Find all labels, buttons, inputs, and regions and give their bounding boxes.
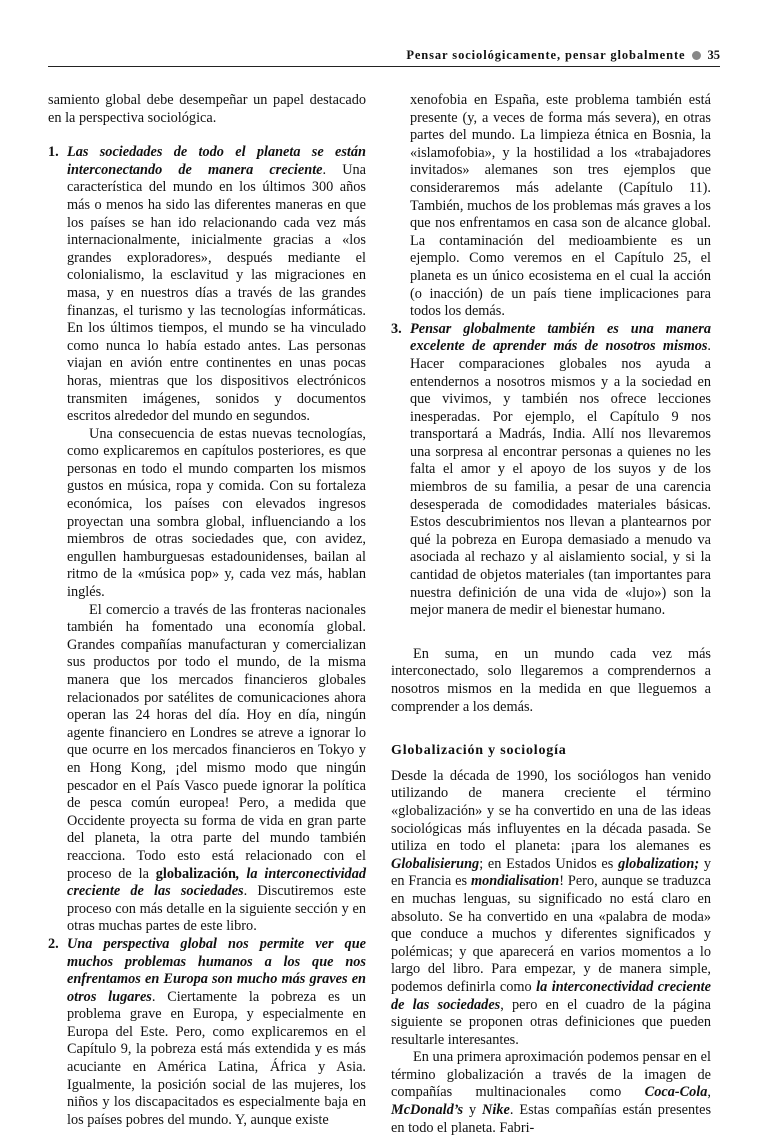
list-item-body: . Ciertamente la pobreza es un problema grave en Europa, y especialmente en Europa del Este. Pero, como explicaremos en el Capítulo 9, la pobreza está más extendida y es más acuciante en América Latina, África y Asia. Igualmente, la posición social de las mujeres, los niños y los discapacitados es especialmente baja en los países pobres del mundo. Y, aunque existe [67,988,366,1128]
running-header-text [406,48,720,63]
right-column [391,92,711,1137]
paragraph [391,768,711,1050]
brand-name: Nike [482,1102,510,1119]
list-item-body: . Una característica del mundo en los últimos 300 años más o menos ha sido las diferentes maneras en que los países se han ido relacionando cada vez más internacionalmente, inicialmente gracias a «los grandes exploradores», después mediante el colonialismo, la esclavitud y las migraciones en masa, y en nuestros días a través de las grandes finanzas, el turismo y las tecnologías informáticas. En los últimos tiempos, el mundo se ha vinculado como nunca lo había estado antes. Las personas viajan en avión entre continentes en unas pocas horas, mientras que los dispositivos electrónicos transmiten imágenes, sonidos y documentos escritos alrededor del mundo en segundos. [67,161,367,425]
text-run: ! Pero, aunque se traduzca en muchas lenguas, su significado no está claro en absoluto. Se ha convertido en una «palabra de moda» que conduce a muchos y diferentes significados y polémicas; y que aparecerá en varios momentos a lo largo del libro. Para empezar, y de manera simple, podemos definirla como [391,873,712,995]
text-run: . Discutiremos este proceso con más detalle en la siguiente sección y en otras muchas partes de este libro. [67,883,366,935]
text-run: ; en Estados Unidos es [479,855,619,872]
list-item-3 [391,321,711,620]
list-item-2-continued [391,92,711,321]
paragraph [391,1049,711,1137]
foreign-term: Globalisierung [391,855,480,872]
list-number: 3. [391,320,402,337]
bullet-dot-icon [692,51,701,60]
paragraph [67,602,366,936]
list-item-title: Pensar globalmente también es una manera excelente de aprender más de nosotros mismos [410,320,711,355]
brand-name: McDonald’s [391,1102,464,1119]
text-run: , [707,1084,711,1101]
foreign-term: mondialisation [471,873,560,890]
key-term: globalización [155,865,236,882]
running-header [48,42,720,67]
list-item-body: . Hacer comparaciones globales nos ayuda a entendernos a nosotros mismos y a la sociedad en que vivimos, y también nos ofrece lecciones inesperadas. Por ejemplo, el Capítulo 9 nos transportará a Madrás, India. Allí nos llevaremos una sorpresa al encontrar personas a quienes no les falta el amor y el apoyo de los suyos y de los miembros de su familia, a pesar de una carencia desesperada de comodidades materiales básicas. Estos descubrimientos nos llevan a plantearnos por qué la pobreza en Europa demasiado a menudo va asociada al rechazo y al aislamiento social, y si la cantidad de objetos materiales (tan importantes para nuestra definición de una vida de «lujo») son la mejor manera de medir el bienestar humano. [410,338,711,619]
paragraph: Una consecuencia de estas nuevas tecnologías, como explicaremos en capítulos posteriores, es que personas en todo el mundo comparten los mismos gustos en música, ropa y comida. Con su fortaleza económica, los países con elevados ingresos proyectan una sombra global, influenciando a los miembros de otras sociedades que, con avidez, engullen hamburguesas estadounidenses, bailan al ritmo de la «música pop» y, cada vez más, hablan inglés. [67,425,366,601]
text-run: En una primera aproximación podemos pensar en el término globalización a través de la imagen de compañías multinacionales como [391,1049,711,1101]
foreign-term: globalization; [618,855,700,872]
list-item-title: Una perspectiva global nos permite ver que muchos problemas humanos a los que nos enfrentamos en Europa son mucho más graves en otros lugares [67,935,366,1005]
list-number: 2. [48,935,59,952]
brand-name: Coca-Cola [644,1084,708,1101]
text-run: El comercio a través de las fronteras nacionales también ha fomentado una economía global. Grandes compañías manufacturan y comercializan sus productos por todo el mundo, de la misma manera que los mercados financieros globales relacionados por satélites de comunicaciones ahora operan las 24 horas del día. Hoy en día, ningún agente financiero en Londres se atreve a ignorar lo que ocurre en los mercados financieros en Tokyo y en Hong Kong, ¡del mismo modo que ningún pescador en el País Vasco puede ignorar la política de pesca común europea! Pero, a medida que Occidente proyecta su forma de vida en gran parte del planeta, la otra parte del mundo también reacciona. Todo esto está relacionado con el proceso de la [67,601,366,882]
text-run: , pero en el cuadro de la página siguiente se proponen otras definiciones que pueden resultarle interesantes. [391,996,711,1048]
list-item-title: Las sociedades de todo el planeta se están interconectando de manera creciente [67,144,366,178]
key-term-definition: la interconectividad creciente de las sociedades [391,978,711,1013]
list-item-body: xenofobia en España, este problema también está presente (y, a veces de forma más severa), en otras partes del mundo. La limpieza étnica en Bosnia, la «islamofobia», y la hostilidad a los «trabajadores invitados» alemanes son tres ejemplos que consideraremos más adelante (Capítulo 11). También, muchos de los problemas más graves a los que nos enfrentamos en casa son de alcance global. La contaminación del medioambiente es un ejemplo. Como veremos en el Capítulo 25, el planeta es un único ecosistema en el cual la acción (o inacción) de un país tiene implicaciones para todos los demás. [410,92,711,320]
text-run: . Estas compañías están presentes en todo el planeta. Fabri- [391,1102,712,1136]
list-item-1 [48,144,366,936]
page-number: 35 [707,48,720,62]
summary-paragraph: En suma, en un mundo cada vez más interconectado, solo llegaremos a comprendernos a nosotros mismos en la medida en que lleguemos a comprender a los demás. [391,645,711,715]
list-number: 1. [48,144,59,161]
running-title: Pensar sociológicamente, pensar globalmente [406,48,686,62]
section-heading: Globalización y sociología [391,743,567,759]
text-run: Desde la década de 1990, los sociólogos han venido utilizando de manera creciente el término «globalización» y se ha convertido en una de las ideas sociológicas más influyentes en la década pasada. Se utiliza en todo el planeta: ¡para los alemanes es [391,767,711,855]
text-run: y en Francia es [391,855,711,890]
paragraph-continuation: samiento global debe desempeñar un papel destacado en la perspectiva sociológica. [48,92,366,126]
key-term-definition: , la interconectividad creciente de las sociedades [67,865,366,900]
list-item-2 [48,936,366,1130]
text-run: y [463,1102,483,1119]
left-column [48,92,366,1129]
